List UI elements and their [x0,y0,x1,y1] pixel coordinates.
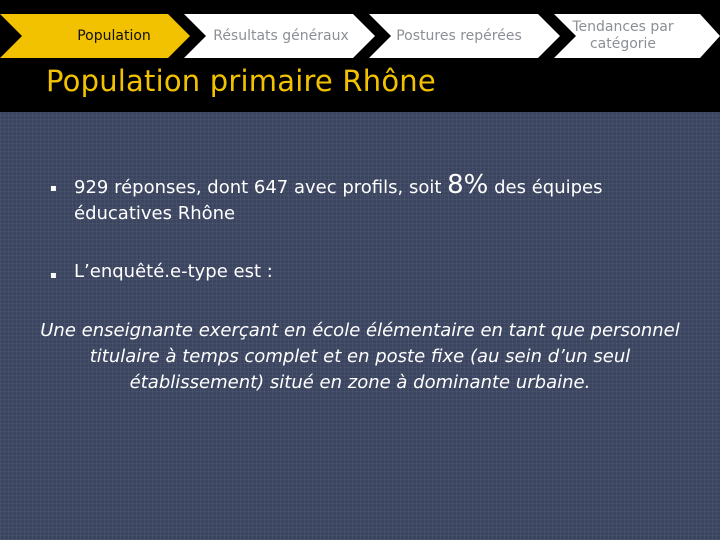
typical-profile-heading: L’enquêté.e-type est : [74,261,273,282]
nav-label-population[interactable]: Population [77,27,151,44]
bullet-square-icon: ▪ [50,270,57,281]
typical-profile-description: Une enseignante exerçant en école élémentaire en tant que personnel titulaire à temps complet et en poste fixe (au sein d’un seul établissement) situé en zone à dominante urbaine. [40,320,680,393]
process-nav [0,0,720,72]
nav-label-postures[interactable]: Postures repérées [396,27,522,44]
responses-text: 929 réponses, dont 647 avec profils, soit [74,177,448,198]
bullet-list [50,172,690,285]
nav-label-resultats[interactable]: Résultats généraux [213,27,349,44]
responses-text-end: des équipes éducatives Rhône [74,177,603,224]
responses-percentage: 8% [447,170,489,200]
page-title: Population primaire Rhône [46,64,436,98]
bullet-square-icon: ▪ [50,183,57,194]
bullet-typical-profile [50,259,690,285]
bullet-responses [50,172,690,227]
nav-label-tendances[interactable]: Tendances par catégorie [572,19,674,52]
